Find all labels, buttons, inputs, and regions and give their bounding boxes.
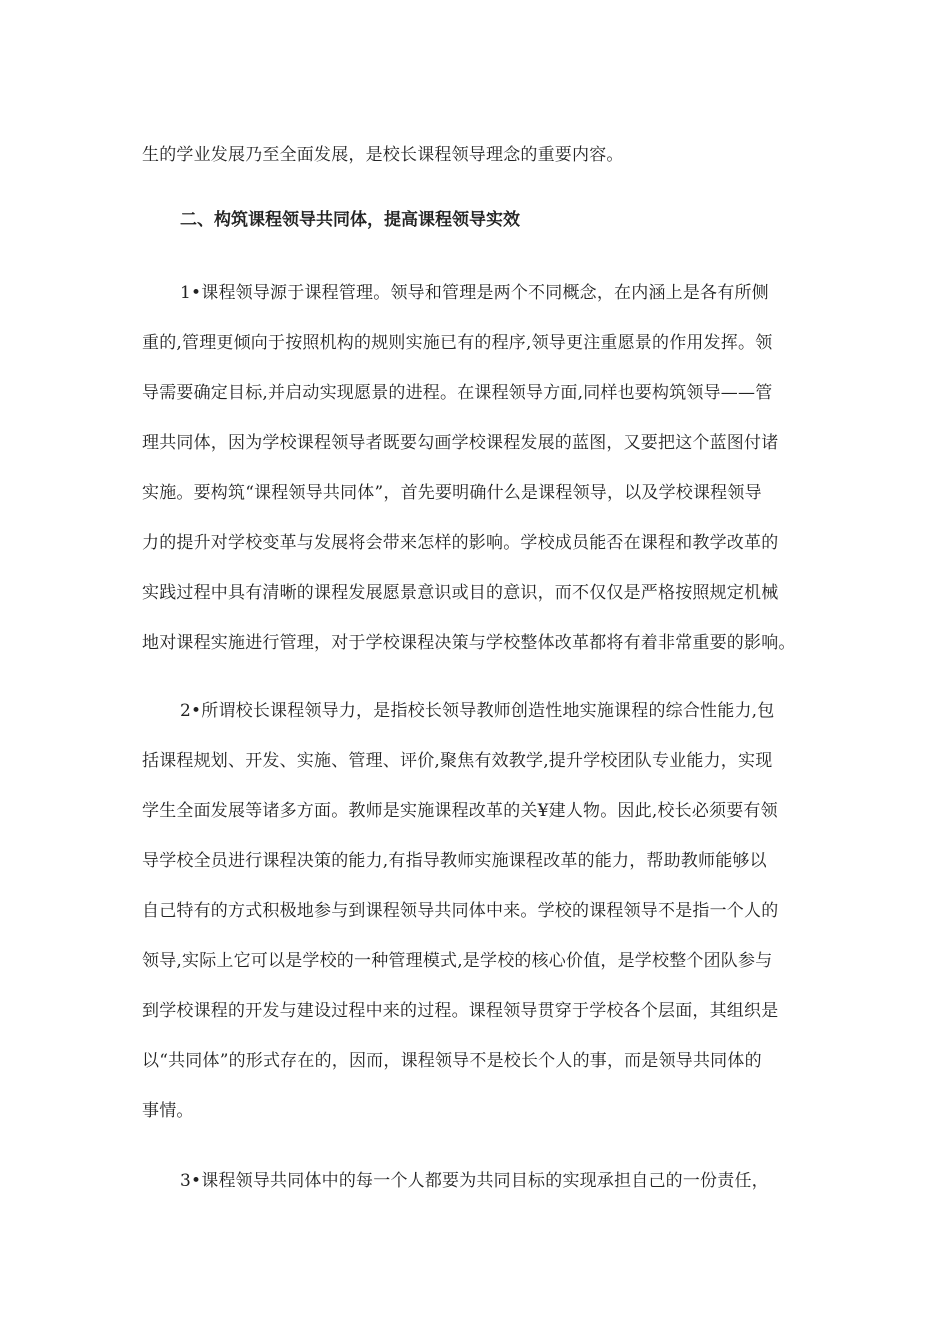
paragraph-line: 导学校全员进行课程决策的能力,有指导教师实施课程改革的能力，帮助教师能够以 [142, 851, 767, 871]
paragraph-line: 力的提升对学校变革与发展将会带来怎样的影响。学校成员能否在课程和教学改革的 [142, 533, 779, 553]
paragraph-line: 1•课程领导源于课程管理。领导和管理是两个不同概念，在内涵上是各有所侧 [180, 283, 769, 303]
paragraph-line: 重的,管理更倾向于按照机构的规则实施已有的程序,领导更注重愿景的作用发挥。领 [142, 333, 773, 353]
paragraph-line: 导需要确定目标,并启动实现愿景的进程。在课程领导方面,同样也要构筑领导——管 [142, 383, 773, 403]
continuation-paragraph [142, 130, 822, 180]
paragraph-2 [142, 686, 822, 1136]
paragraph-line: 自己特有的方式积极地参与到课程领导共同体中来。学校的课程领导不是指一个人的 [142, 901, 779, 921]
paragraph-line: 实施。要构筑“课程领导共同体”，首先要明确什么是课程领导，以及学校课程领导 [142, 483, 762, 503]
paragraph-3 [142, 1156, 822, 1206]
section-heading: 二、构筑课程领导共同体，提高课程领导实效 [180, 210, 520, 230]
paragraph-line: 实践过程中具有清晰的课程发展愿景意识或目的意识，而不仅仅是严格按照规定机械 [142, 583, 779, 603]
paragraph-line: 括课程规划、开发、实施、管理、评价,聚焦有效教学,提升学校团队专业能力，实现 [142, 751, 773, 771]
paragraph-1 [142, 268, 822, 668]
paragraph-line: 事情。 [142, 1101, 194, 1121]
paragraph-line: 理共同体，因为学校课程领导者既要勾画学校课程发展的蓝图，又要把这个蓝图付诸 [142, 433, 779, 453]
paragraph-line: 以“共同体”的形式存在的，因而，课程领导不是校长个人的事，而是领导共同体的 [142, 1051, 762, 1071]
paragraph-line: 2•所谓校长课程领导力，是指校长领导教师创造性地实施课程的综合性能力,包 [180, 701, 775, 721]
paragraph-line: 到学校课程的开发与建设过程中来的过程。课程领导贯穿于学校各个层面，其组织是 [142, 1001, 779, 1021]
paragraph-line: 地对课程实施进行管理，对于学校课程决策与学校整体改革都将有着非常重要的影响。 [142, 633, 796, 653]
paragraph-line: 生的学业发展乃至全面发展，是校长课程领导理念的重要内容。 [142, 145, 624, 165]
paragraph-line: 领导,实际上它可以是学校的一种管理模式,是学校的核心价值，是学校整个团队参与 [142, 951, 773, 971]
paragraph-line: 3•课程领导共同体中的每一个人都要为共同目标的实现承担自己的一份责任， [180, 1171, 769, 1191]
paragraph-line: 学生全面发展等诸多方面。教师是实施课程改革的关¥建人物。因此,校长必须要有领 [142, 801, 778, 821]
